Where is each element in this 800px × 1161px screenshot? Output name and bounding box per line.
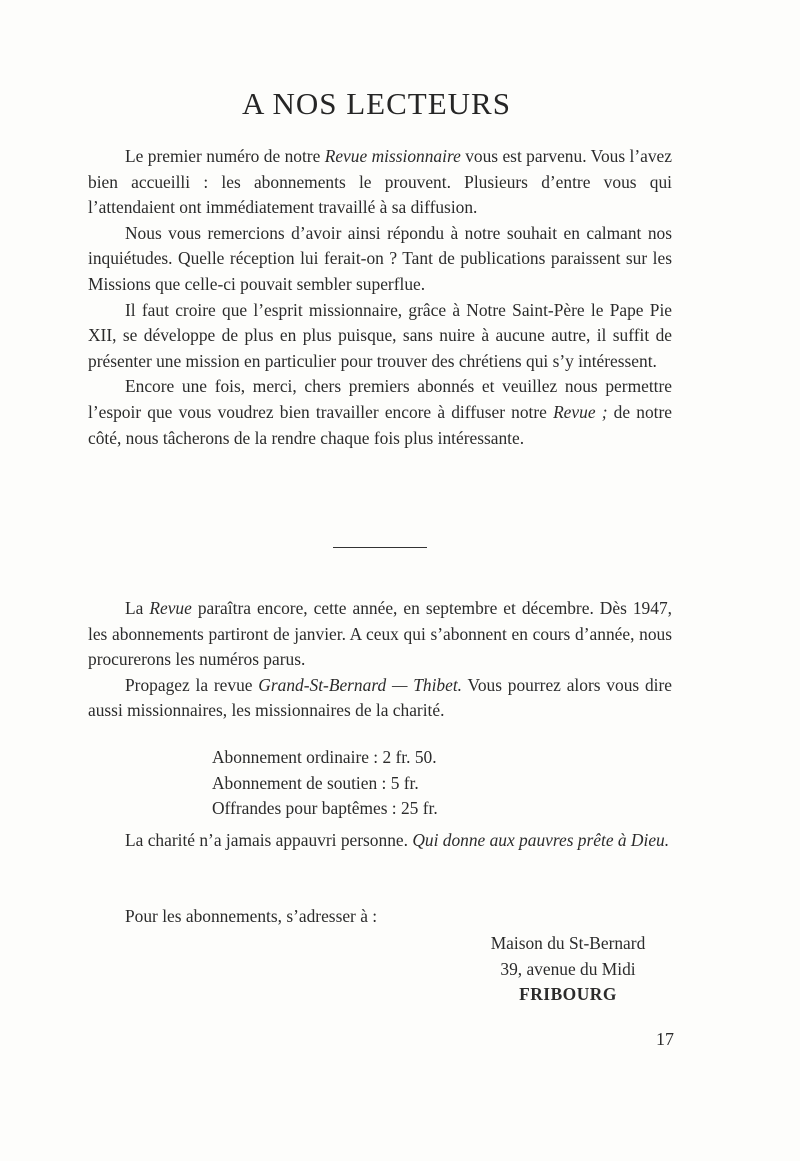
- section-divider: [333, 547, 427, 548]
- revue-title-italic: Grand-St-Bernard — Thibet.: [258, 674, 463, 695]
- revue-missionnaire-italic: Revue missionnaire: [324, 146, 461, 166]
- intro-paragraph-4-end: de notre côté, nous tâcherons de la rendre chaque fois plus intéressante.: [88, 401, 672, 448]
- address-line-2: 39, avenue du Midi: [500, 958, 636, 979]
- address-line-1: Maison du St-Bernard: [490, 933, 646, 953]
- intro-paragraph-4-start: Encore une fois, merci, chers premiers abonnés et veuillez nous permettre l’espoir que vous voudrez bien travailler encore à diffuser notre: [88, 376, 672, 422]
- revue-italic: Revue ;: [553, 401, 608, 422]
- charity-section: [88, 828, 672, 854]
- intro-paragraph-2: Nous vous remercions d’avoir ainsi répondu à notre souhait en calmant nos inquiétudes. Quelle réception lui ferait-on ? Tant de publications paraissent sur les Missions que celle-ci pouvait sembler superflue.: [88, 222, 672, 294]
- notice-paragraph-1-start: La: [125, 598, 150, 618]
- intro-section: [88, 144, 672, 451]
- notice-paragraph-1-end: paraîtra encore, cette année, en septembre et décembre. Dès 1947, les abonnements partiront de janvier. A ceux qui s’abonnent en cours d’année, nous procurerons les numéros parus.: [88, 598, 672, 670]
- charity-paragraph: [88, 828, 672, 854]
- intro-paragraph-1-end: vous est parvenu. Vous l’avez bien accueilli : les abonnements le prouvent. Plusieurs d’entre vous qui l’attendaient ont immédiatement travaillé à sa diffusion.: [88, 146, 672, 218]
- subscription-ordinary: Abonnement ordinaire : 2 fr. 50.: [212, 747, 437, 767]
- revue-italic-notice: Revue: [149, 598, 192, 618]
- subscription-support: Abonnement de soutien : 5 fr.: [212, 772, 419, 793]
- intro-paragraph-1: [88, 144, 672, 221]
- page-title: A NOS LECTEURS: [242, 86, 511, 121]
- contact-label: Pour les abonnements, s’adresser à :: [125, 906, 378, 926]
- subscription-list: [212, 745, 438, 822]
- intro-paragraph-1-start: Le premier numéro de notre: [125, 146, 325, 166]
- intro-paragraph-4: [88, 374, 672, 451]
- intro-paragraph-3: Il faut croire que l’esprit missionnaire, grâce à Notre Saint-Père le Pape Pie XII, se développe de plus en plus puisque, sans nuire à aucune autre, il suffit de présenter une mission en particulier pour trouver des chrétiens qui s’y intéressent.: [88, 299, 672, 371]
- notice-paragraph-2-end: Vous pourrez alors vous dire aussi missionnaires, les missionnaires de la charité.: [88, 674, 673, 721]
- address-block: [400, 931, 736, 1008]
- notice-paragraph-1: [88, 596, 672, 673]
- notice-paragraph-2: [88, 673, 672, 724]
- page-number: 17: [656, 1029, 674, 1049]
- charity-statement: La charité n’a jamais appauvri personne.: [125, 830, 413, 850]
- address-city: FRIBOURG: [519, 984, 617, 1005]
- notice-section: [88, 596, 672, 724]
- charity-quote-italic: Qui donne aux pauvres prête à Dieu.: [412, 830, 670, 850]
- notice-paragraph-2-start: Propagez la revue: [125, 674, 259, 695]
- subscription-baptism-offering: Offrandes pour baptêmes : 25 fr.: [212, 798, 438, 819]
